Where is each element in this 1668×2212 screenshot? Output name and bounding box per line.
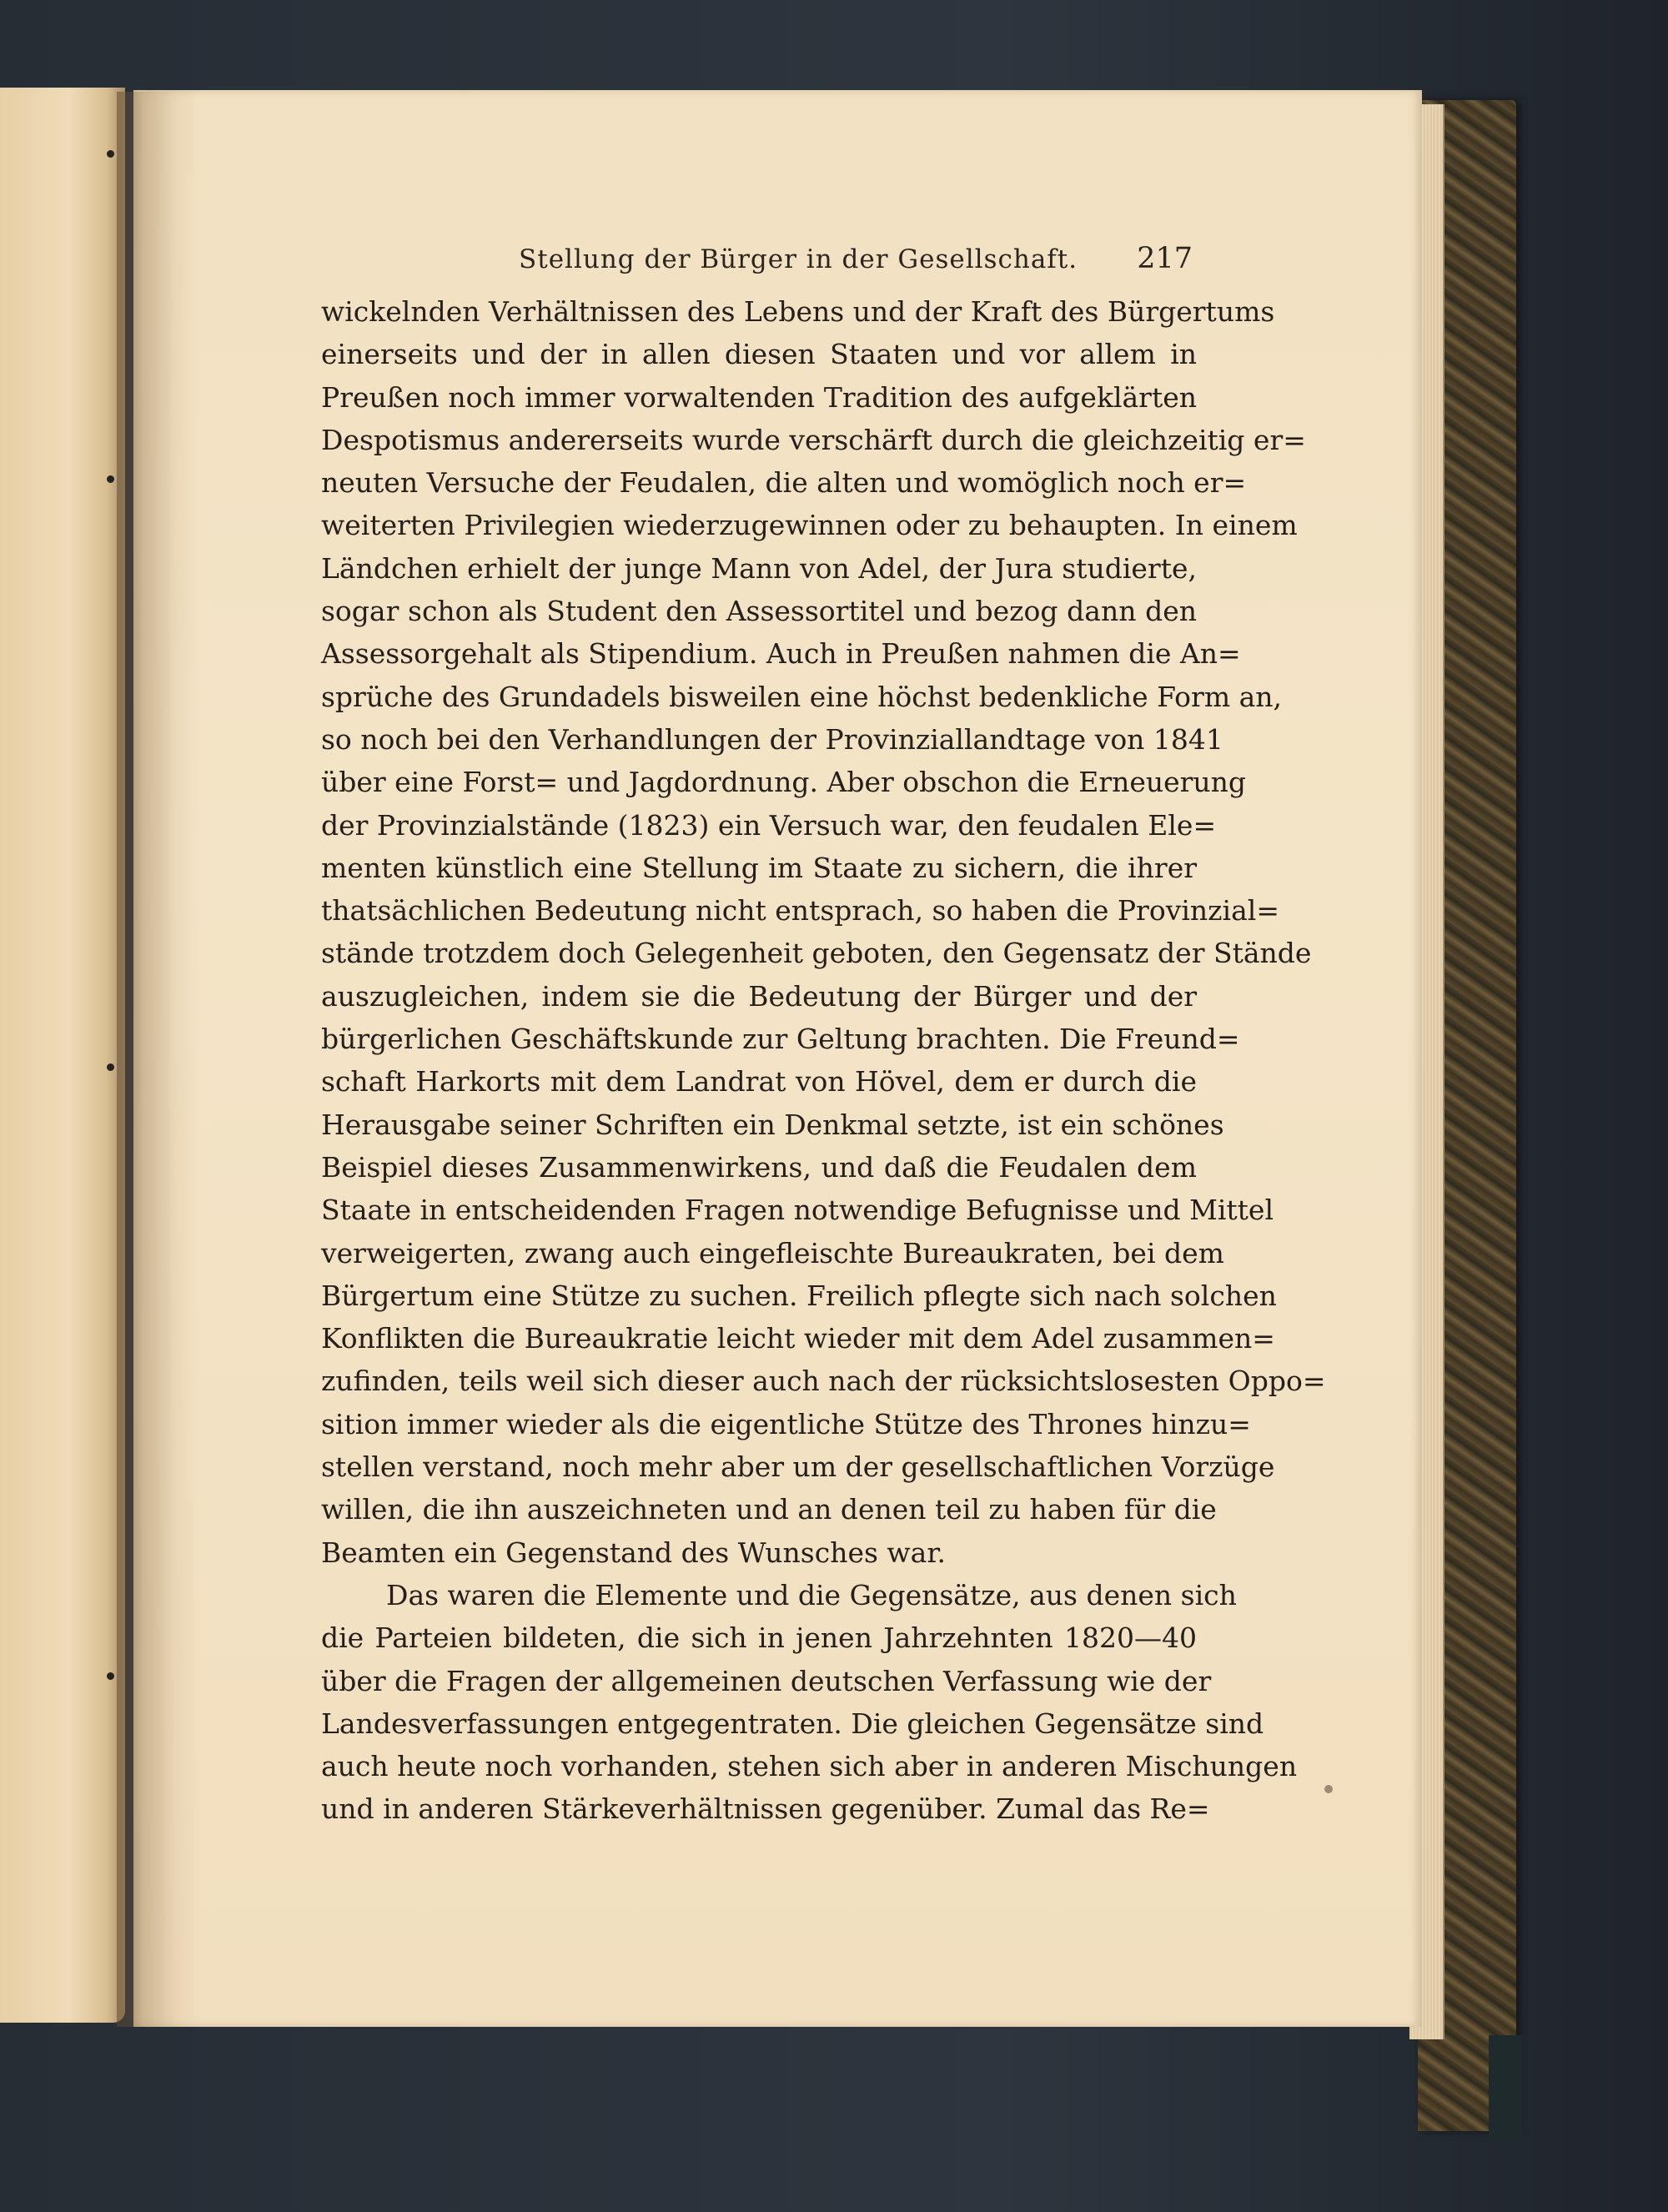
text-line: einerseits und der in allen diesen Staaten und vor allem in [321, 338, 1197, 371]
text-line: Landesverfassungen entgegentraten. Die gleichen Gegensätze sind [321, 1707, 1264, 1740]
text-line: Staate in entscheidenden Fragen notwendige Befugnisse und Mittel [321, 1194, 1274, 1227]
text-line: so noch bei den Verhandlungen der Provinziallandtage von 1841 [321, 722, 1223, 756]
text-line: Herausgabe seiner Schriften ein Denkmal setzte, ist ein schönes [321, 1108, 1224, 1141]
gutter-shadow [117, 92, 175, 2027]
text-line: wickelnden Verhältnissen des Lebens und der Kraft des Bürgertums [321, 295, 1275, 328]
text-line: willen, die ihn auszeichneten und an denen teil zu haben für die [321, 1493, 1217, 1526]
text-line: schaft Harkorts mit dem Landrat von Hövel, dem er durch die [321, 1065, 1197, 1098]
page-number: 217 [1137, 242, 1193, 275]
text-line: auch heute noch vorhanden, stehen sich aber in anderen Mischungen [321, 1750, 1298, 1783]
text-line: zufinden, teils weil sich dieser auch nach der rücksichtslosesten Oppo= [321, 1365, 1326, 1398]
running-title: Stellung der Bürger in der Gesellschaft. [519, 244, 1078, 274]
text-line: sition immer wieder als die eigentliche Stütze des Thrones hinzu= [321, 1407, 1251, 1440]
text-line: stände trotzdem doch Gelegenheit geboten, den Gegensatz der Stände [321, 937, 1312, 970]
left-facing-page [0, 88, 125, 2023]
text-line: Despotismus andererseits wurde verschärft durch die gleichzeitig er= [321, 423, 1306, 456]
text-line: Bürgertum eine Stütze zu suchen. Freilich pflegte sich nach solchen [321, 1279, 1277, 1312]
page-mark [107, 1672, 114, 1680]
page-mark [107, 150, 114, 158]
text-line: Beispiel dieses Zusammenwirkens, und daß die Feudalen dem [321, 1150, 1197, 1184]
body-text [321, 290, 1326, 1831]
text-line: über die Fragen der allgemeinen deutschen Verfassung wie der [321, 1664, 1212, 1697]
text-line: verweigerten, zwang auch eingefleischte Bureaukraten, bei dem [321, 1236, 1224, 1269]
page-mark [107, 1063, 114, 1071]
dust-speck [1324, 1785, 1333, 1793]
text-line: Preußen noch immer vorwaltenden Tradition des aufgeklärten [321, 380, 1197, 414]
page-header [384, 242, 1193, 284]
text-line: Ländchen erhielt der junge Mann von Adel, der Jura studierte, [321, 551, 1197, 585]
paragraph-end-line: Beamten ein Gegenstand des Wunsches war. [321, 1536, 946, 1569]
text-line: die Parteien bildeten, die sich in jenen Jahrzehnten 1820—40 [321, 1621, 1197, 1655]
book-cover-corner [1489, 2035, 1522, 2144]
text-line: über eine Forst= und Jagdordnung. Aber obschon die Erneuerung [321, 766, 1247, 799]
text-line: bürgerlichen Geschäftskunde zur Geltung brachten. Die Freund= [321, 1023, 1240, 1056]
text-line: Konflikten die Bureaukratie leicht wieder mit dem Adel zusammen= [321, 1322, 1275, 1355]
text-line: und in anderen Stärkeverhältnissen gegenüber. Zumal das Re= [321, 1792, 1210, 1826]
text-line: menten künstlich eine Stellung im Staate zu sichern, die ihrer [321, 851, 1197, 884]
page-mark [107, 475, 114, 483]
text-line: thatsächlichen Bedeutung nicht entsprach, so haben die Provinzial= [321, 894, 1279, 928]
text-line: der Provinzialstände (1823) ein Versuch war, den feudalen Ele= [321, 808, 1217, 842]
text-line: auszugleichen, indem sie die Bedeutung der Bürger und der [321, 979, 1197, 1013]
paragraph-start-line: Das waren die Elemente und die Gegensätze, aus denen sich [386, 1578, 1237, 1611]
text-line: sogar schon als Student den Assessortitel und bezog dann den [321, 595, 1197, 628]
text-line: neuten Versuche der Feudalen, die alten und womöglich noch er= [321, 466, 1247, 500]
text-line: stellen verstand, noch mehr aber um der gesellschaftlichen Vorzüge [321, 1450, 1275, 1484]
text-line: sprüche des Grundadels bisweilen eine höchst bedenkliche Form an, [321, 680, 1283, 713]
text-line: weiterten Privilegien wiederzugewinnen oder zu behaupten. In einem [321, 509, 1298, 542]
text-line: Assessorgehalt als Stipendium. Auch in Preußen nahmen die An= [321, 637, 1241, 671]
